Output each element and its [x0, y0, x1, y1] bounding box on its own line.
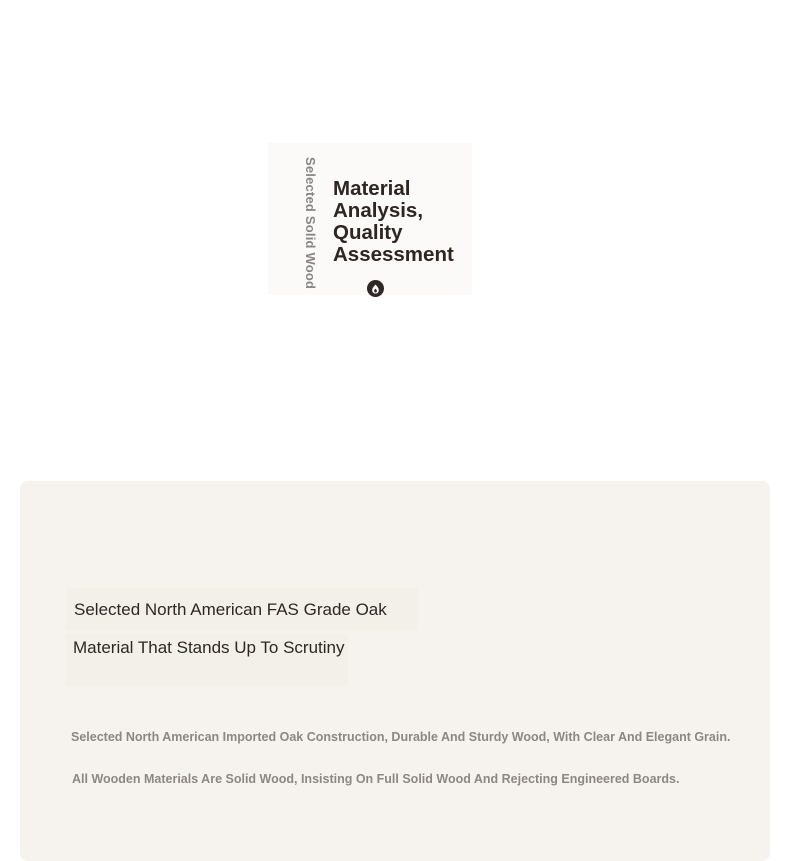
hero-badge[interactable]: [367, 280, 384, 297]
hero-title-line: Material: [333, 177, 411, 200]
feature-heading-secondary: Material That Stands Up To Scrutiny: [66, 634, 348, 686]
flame-icon: [371, 284, 380, 294]
hero-title-line: Assessment: [333, 243, 454, 266]
hero-vertical-label: Selected Solid Wood: [303, 157, 318, 290]
hero-title-line: Quality: [333, 221, 403, 244]
feature-paragraph: All Wooden Materials Are Solid Wood, Insisting On Full Solid Wood And Rejecting Engineered Boards.: [72, 772, 680, 786]
feature-heading-primary: Selected North American FAS Grade Oak: [66, 588, 418, 630]
feature-paragraph: Selected North American Imported Oak Construction, Durable And Sturdy Wood, With Clear And Elegant Grain.: [71, 730, 731, 744]
hero-title: [333, 178, 468, 266]
hero-title-line: Analysis,: [333, 199, 424, 222]
